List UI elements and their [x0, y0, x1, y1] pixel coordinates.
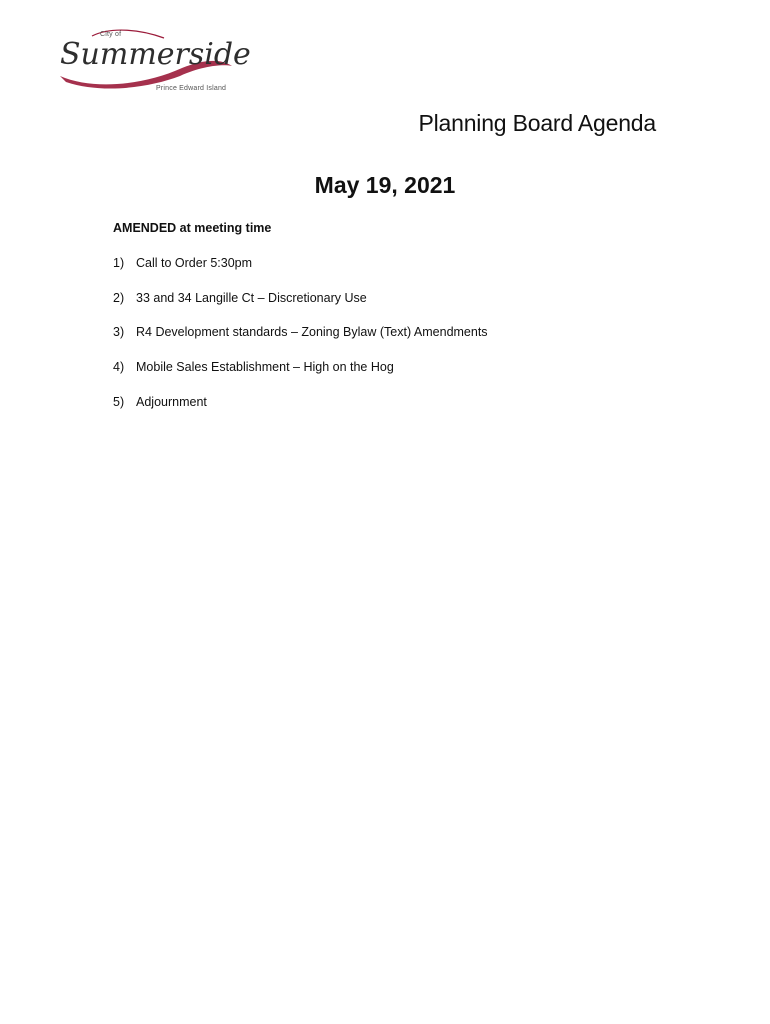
agenda-item-text: Adjournment: [136, 394, 207, 409]
agenda-item-number: 4): [113, 360, 125, 375]
agenda-list: [113, 256, 488, 429]
agenda-item-text: Call to Order 5:30pm: [136, 256, 253, 270]
logo-city-prefix: City of: [100, 31, 122, 38]
agenda-item: [113, 291, 488, 326]
logo-wordmark: Summerside: [60, 37, 251, 72]
agenda-item: [113, 256, 488, 291]
agenda-item-text: R4 Development standards – Zoning Bylaw (Text) Amendments: [136, 325, 488, 340]
agenda-item-number: 1): [113, 256, 125, 270]
page-title: Planning Board Agenda: [418, 110, 656, 136]
amended-note: AMENDED at meeting time: [113, 221, 272, 235]
agenda-item-number: 5): [113, 394, 125, 409]
agenda-item-number: 2): [113, 290, 125, 305]
city-logo: [52, 24, 252, 100]
agenda-item: [113, 325, 488, 360]
agenda-item: [113, 395, 488, 430]
agenda-item-text: Mobile Sales Establishment – High on the Hog: [136, 360, 394, 375]
logo-province: Prince Edward Island: [156, 85, 227, 92]
agenda-item: [113, 360, 488, 395]
meeting-date: May 19, 2021: [314, 172, 456, 198]
agenda-item-number: 3): [113, 325, 125, 340]
agenda-item-text: 33 and 34 Langille Ct – Discretionary Use: [136, 290, 367, 305]
